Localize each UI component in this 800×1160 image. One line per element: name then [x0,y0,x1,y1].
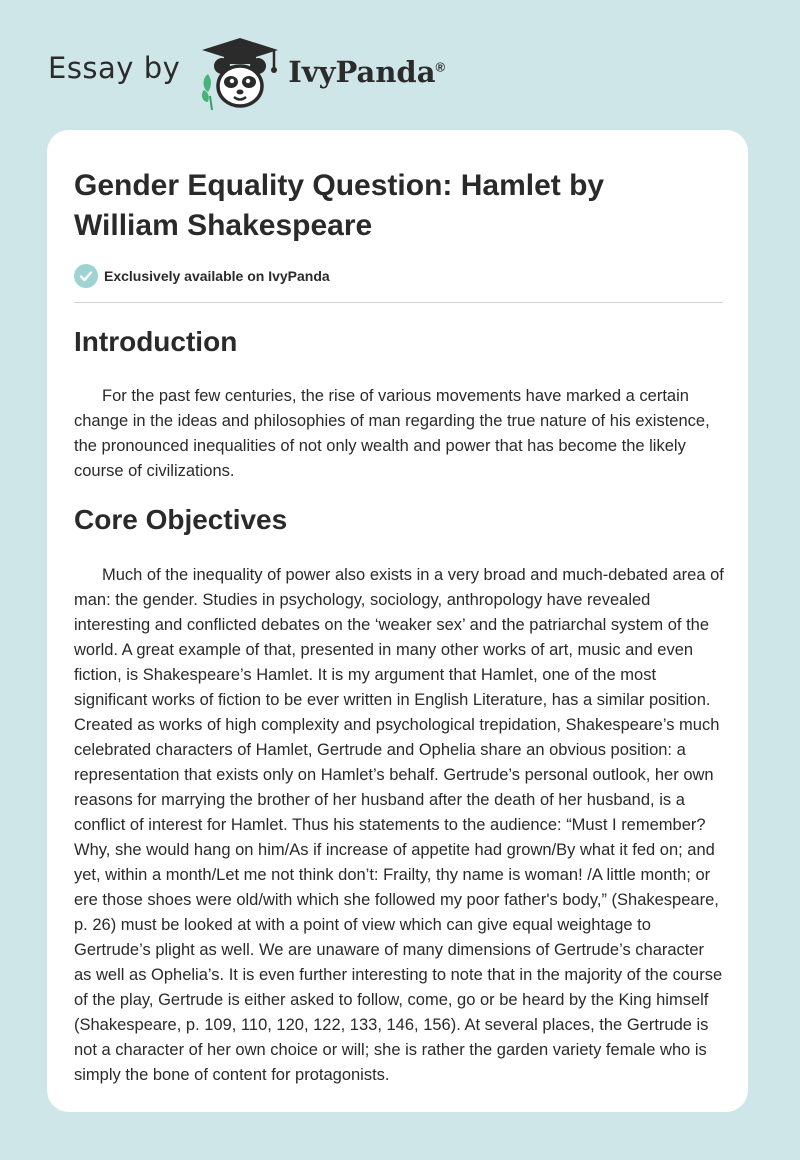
panda-logo-icon[interactable] [194,34,286,114]
section-heading-core-objectives: Core Objectives [74,504,288,535]
article-title: Gender Equality Question: Hamlet by William Shakespeare [74,169,605,242]
exclusive-badge [74,264,330,288]
section-heading-introduction: Introduction [74,326,238,357]
registered-mark: ® [435,59,446,75]
section-body-introduction: For the past few centuries, the rise of various movements have marked a certain change in the ideas and philosophies of man regarding the true nature of his existence, the pronounced inequalities of not only wealth and power that has become the likely course of civilizations. [74,387,710,480]
brand-name-text: IvyPanda [288,55,436,89]
article-card [47,130,748,1112]
brand-prefix: Essay by [48,51,181,85]
divider [74,302,723,303]
check-icon [74,264,98,288]
brand-name[interactable] [288,55,445,89]
section-body-core-objectives: Much of the inequality of power also exists in a very broad and much-debated area of man: the gender. Studies in psychology, sociology, anthropology have revealed interesting and conflicted debates on the ‘weaker sex’ and the patriarchal system of the world. A great example of that, presented in many other works of art, music and even fiction, is Shakespeare’s Hamlet. It is my argument that Hamlet, one of the most significant works of fiction to be ever written in English Literature, has a similar position. Created as works of high complexity and psychological trepidation, Shakespeare’s much celebrated characters of Hamlet, Gertrude and Ophelia share an obvious position: a representation that exists only on Hamlet’s behalf. Gertrude’s personal outlook, her own reasons for marrying the brother of her husband after the death of her husband, is a conflict of interest for Hamlet. Thus his statements to the audience: “Must I remember? Why, she would hang on him/As if increase of appetite had grown/By what it fed on; and yet, within a month/Let me not think don’t: Frailty, thy name is woman! /A little month; or ere those shoes were old/with which she followed my poor father's body,” (Shakespeare, p. 26) must be looked at with a point of view which can give equal weightage to Gertrude’s plight as well. We are unaware of many dimensions of Gertrude’s character as well as Ophelia’s. It is even further interesting to note that in the majority of the course of the play, Gertrude is either asked to follow, come, go or be heard by the King himself (Shakespeare, p. 109, 110, 120, 122, 133, 146, 156). At several places, the Gertrude is not a character of her own choice or will; she is rather the garden variety female who is simply the bone of content for protagonists. [74,566,724,1084]
site-header [48,34,608,114]
exclusive-label: Exclusively available on IvyPanda [104,268,330,284]
